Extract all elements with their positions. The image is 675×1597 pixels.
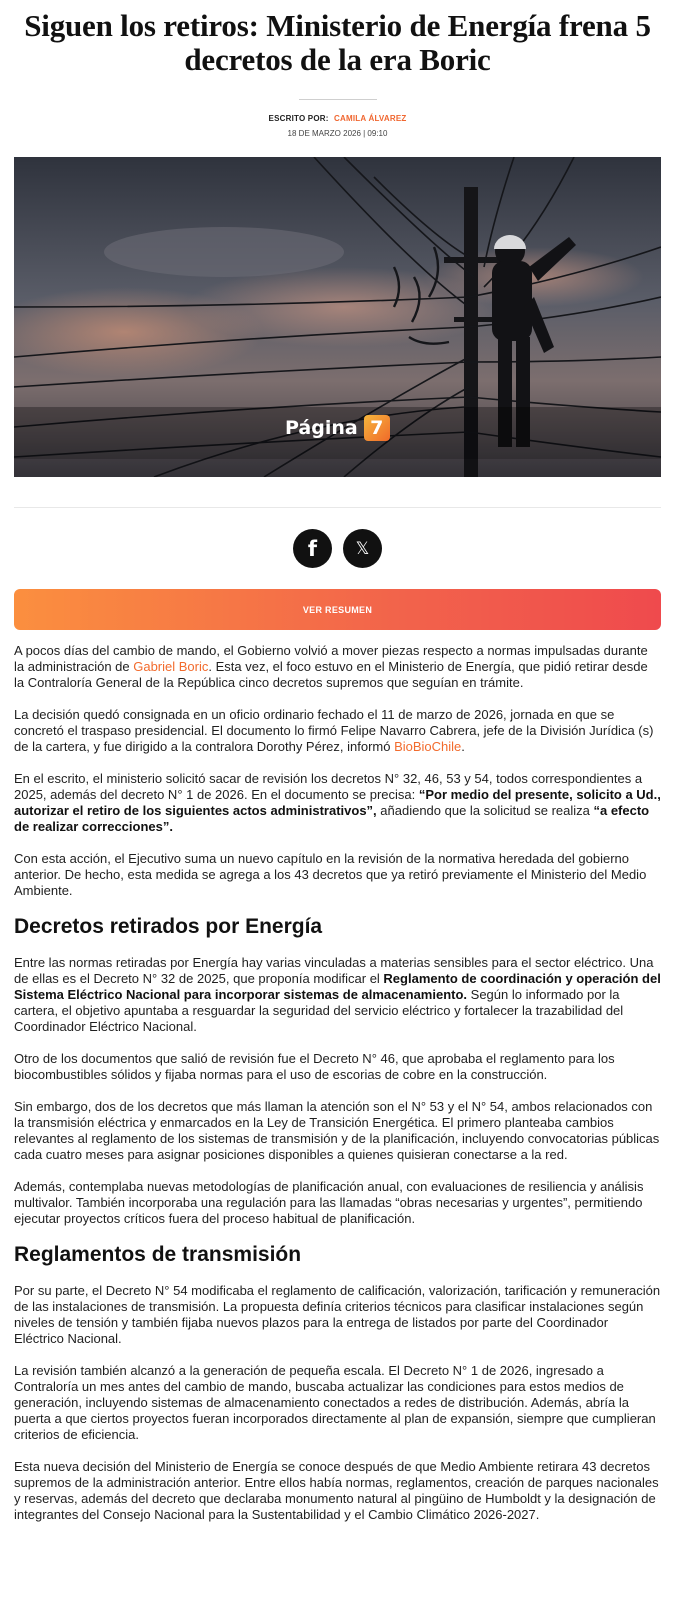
article-body: [14, 643, 661, 1523]
share-buttons: [14, 529, 661, 568]
facebook-icon: f: [307, 536, 318, 561]
view-summary-button[interactable]: VER RESUMEN: [14, 589, 661, 630]
facebook-share-button[interactable]: [293, 529, 332, 568]
paragraph-10: La revisión también alcanzó a la generación de pequeña escala. El Decreto N° 1 de 2026, ingresado a Contraloría un mes antes del cambio de mando, buscaba actualizar las condiciones para estos medios de generación, incluyendo sistemas de almacenamiento conectados a redes de distribución. Además, abría la puerta a que ciertos proyectos fueran incorporados directamente al plan de expansión, siempre que cumplieran criterios de eficiencia.: [14, 1363, 656, 1442]
quote-1: “Por medio del presente, solicito a Ud., autorizar el retiro de los siguientes actos administrativos”,: [14, 787, 661, 818]
text: añadiendo que la solicitud se realiza: [376, 803, 594, 818]
byline: [14, 114, 661, 123]
x-share-button[interactable]: [343, 529, 382, 568]
article-title: Siguen los retiros: Ministerio de Energía frena 5 decretos de la era Boric: [24, 8, 651, 77]
title-divider: [299, 99, 377, 100]
watermark-badge: 7: [364, 415, 390, 441]
quote-2: “a efecto de realizar correcciones”.: [14, 803, 650, 834]
text: En el escrito, el ministerio solicitó sacar de revisión los decretos N° 32, 46, 53 y 54, todos correspondientes a 2025, además del decreto N° 1 de 2026. En el documento se precisa:: [14, 771, 643, 802]
paragraph-1: [14, 643, 661, 691]
paragraph-9: Por su parte, el Decreto N° 54 modificaba el reglamento de calificación, valorización, tarificación y remuneración de las instalaciones de transmisión. La propuesta definía criterios técnicos para clasificar instalaciones según niveles de tensión y también fijaba nuevos plazos para la entrega de listados por parte del Coordinador Eléctrico Nacional.: [14, 1283, 661, 1346]
text: A pocos días del cambio de mando, el Gobierno volvió a mover piezas respecto a normas impulsadas durante la administración de: [14, 643, 648, 674]
section-heading-decretos: Decretos retirados por Energía: [14, 915, 323, 938]
paragraph-7: Sin embargo, dos de los decretos que más llaman la atención son el N° 53 y el N° 54, ambos relacionados con la transmisión eléctrica y enmarcados en la Ley de Transición Energética. El primero planteaba cambios relevantes al reglamento de los sistemas de transmisión y de la planificación, incluyendo convocatorias públicas cada cuatro meses para asignar posiciones disponibles a quienes quisieran conectarse a la red.: [14, 1099, 660, 1162]
text: Entre las normas retiradas por Energía hay varias vinculadas a materias sensibles para el sector eléctrico. Una de ellas es el Decreto N° 32 de 2025, que proponía modificar el: [14, 955, 654, 986]
paragraph-4: Con esta acción, el Ejecutivo suma un nuevo capítulo en la revisión de la normativa heredada del gobierno anterior. De hecho, esta medida se agrega a los 43 decretos que ya retiró previamente el Ministerio del Medio Ambiente.: [14, 851, 647, 898]
text: . Esta vez, el foco estuvo en el Ministerio de Energía, que pidió retirar desde la Contraloría General de la República cinco decretos supremos que seguían en trámite.: [14, 659, 648, 690]
paragraph-2: [14, 707, 661, 755]
bold-text: Reglamento de coordinación y operación del Sistema Eléctrico Nacional para incorporar sistemas de almacenamiento.: [14, 971, 661, 1002]
paragraph-8: Además, contemplaba nuevas metodologías de planificación anual, con evaluaciones de resiliencia y análisis multivalor. También incorporaba una regulación para las llamadas “obras necesarias y urgentes”, permitiendo ejecutar proyectos críticos fuera del proceso habitual de planificación.: [14, 1179, 644, 1226]
share-divider: [14, 507, 661, 508]
paragraph-6: Otro de los documentos que salió de revisión fue el Decreto N° 46, que aprobaba el reglamento para los biocombustibles sólidos y fijaba normas para el uso de escorias de cobre en la construcción.: [14, 1051, 615, 1082]
publish-date: 18 DE MARZO 2026 | 09:10: [287, 129, 388, 138]
paragraph-5: [14, 955, 661, 1035]
section-heading-reglamentos: Reglamentos de transmisión: [14, 1243, 302, 1266]
byline-label: ESCRITO POR:: [268, 114, 329, 123]
paragraph-3: [14, 771, 661, 835]
text: .: [461, 739, 465, 754]
biobiochile-link[interactable]: BioBioChile: [394, 739, 462, 754]
watermark-text: Página: [285, 417, 358, 439]
text: Según lo informado por la cartera, el objetivo apuntaba a resguardar la seguridad del servicio eléctrico y fortalecer la trazabilidad del Coordinador Eléctrico Nacional.: [14, 987, 624, 1034]
author-link[interactable]: CAMILA ÁLVAREZ: [334, 114, 407, 123]
x-icon: 𝕏: [355, 538, 370, 559]
watermark-logo: [285, 415, 390, 441]
text: La decisión quedó consignada en un oficio ordinario fechado el 11 de marzo de 2026, jornada en que se concretó el traspaso presidencial. El documento lo firmó Felipe Navarro Cabrera, jefe de la División Jurídica (s) de la cartera, y fue dirigido a la contralora Dorothy Pérez, informó: [14, 707, 654, 754]
paragraph-11: Esta nueva decisión del Ministerio de Energía se conoce después de que Medio Ambiente retirara 43 decretos supremos de la administración anterior. Entre ellos había normas, reglamentos, creación de parques nacionales y reservas, además del decreto que declaraba monumento natural al pingüino de Humboldt y la designación de integrantes del Consejo Nacional para la Sustentabilidad y el Cambio Climático 2026-2027.: [14, 1459, 659, 1522]
hero-image: [14, 157, 661, 477]
gabriel-boric-link[interactable]: Gabriel Boric: [133, 659, 209, 674]
